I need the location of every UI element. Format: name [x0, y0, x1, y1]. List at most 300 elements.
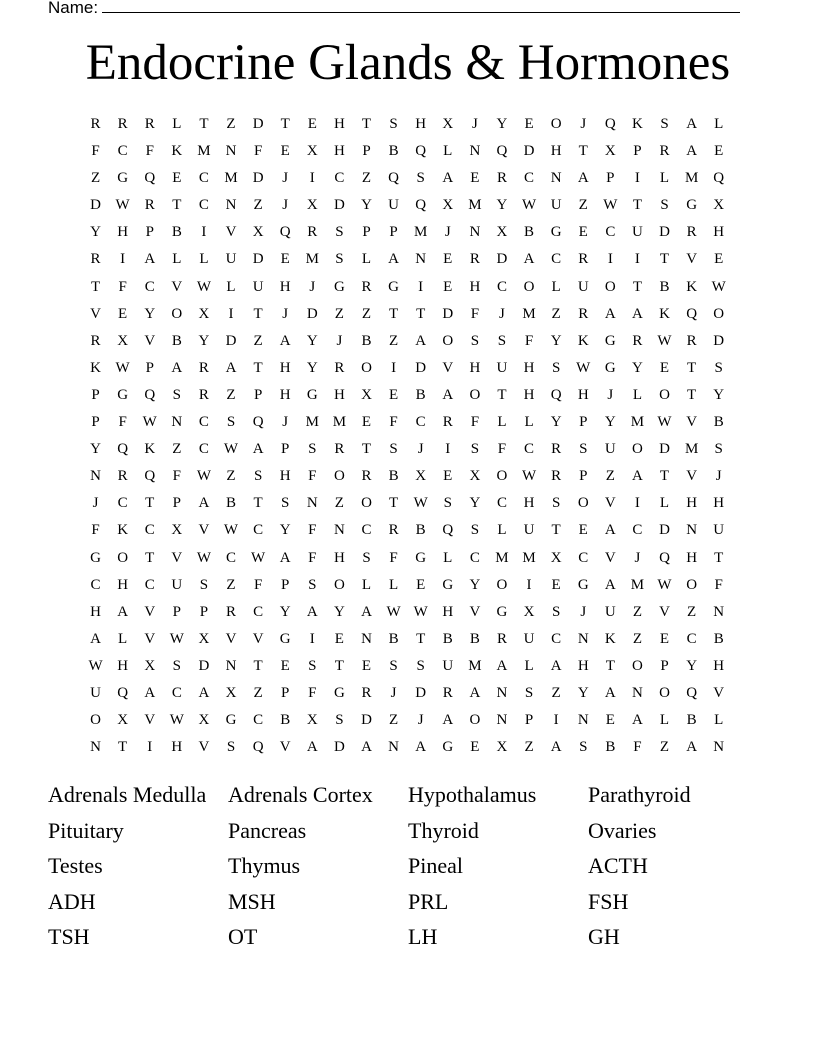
grid-letter: N — [388, 739, 399, 756]
grid-letter: N — [577, 630, 589, 647]
grid-letter: J — [282, 170, 289, 187]
grid-letter: Q — [604, 116, 616, 132]
grid-letter: F — [308, 468, 317, 485]
grid-letter: Q — [279, 224, 291, 241]
grid-letter: S — [497, 332, 507, 349]
grid-letter: R — [469, 251, 480, 268]
grid-letter: S — [389, 441, 398, 458]
grid-letter: U — [713, 522, 725, 539]
grid-letter: J — [715, 468, 722, 485]
grid-letter: S — [172, 657, 181, 674]
grid-letter: H — [523, 386, 535, 403]
grid-letter: A — [442, 712, 454, 729]
grid-letter: R — [334, 359, 345, 376]
grid-letter: F — [91, 143, 100, 160]
grid-letter: P — [281, 441, 290, 458]
grid-letter: B — [415, 522, 426, 539]
grid-letter: S — [714, 359, 723, 376]
grid-row — [82, 436, 732, 463]
grid-letter: C — [198, 441, 209, 458]
grid-letter: L — [118, 630, 128, 647]
word-list-item: TSH — [48, 924, 90, 950]
grid-letter: U — [252, 278, 264, 295]
grid-letter: T — [714, 549, 724, 566]
grid-letter: T — [253, 359, 263, 376]
grid-letter: E — [578, 224, 588, 241]
grid-letter: X — [523, 603, 535, 620]
page-title: Endocrine Glands & Hormones — [85, 35, 731, 91]
grid-letter: O — [523, 278, 535, 295]
grid-letter: V — [713, 684, 725, 701]
grid-letter: X — [306, 712, 318, 729]
grid-letter: Z — [632, 603, 642, 620]
grid-letter: R — [578, 305, 589, 322]
grid-row — [82, 274, 732, 301]
grid-letter: W — [251, 549, 266, 566]
grid-letter: X — [171, 522, 183, 539]
grid-letter: M — [305, 251, 319, 268]
grid-letter: F — [253, 576, 263, 593]
grid-letter: G — [496, 603, 508, 620]
grid-letter: D — [306, 305, 318, 322]
grid-letter: Q — [144, 468, 156, 485]
grid-letter: S — [308, 441, 317, 458]
grid-letter: X — [225, 684, 237, 701]
grid-letter: B — [605, 739, 616, 756]
grid-letter: R — [496, 630, 507, 647]
grid-letter: O — [496, 468, 508, 485]
word-list-item: ACTH — [588, 853, 648, 879]
grid-letter: W — [657, 576, 672, 593]
grid-letter: Z — [334, 495, 344, 512]
grid-letter: B — [388, 630, 399, 647]
grid-letter: D — [496, 251, 508, 268]
grid-letter: C — [496, 495, 507, 512]
grid-letter: M — [495, 549, 509, 566]
grid-letter: Y — [550, 414, 562, 431]
grid-letter: D — [659, 522, 670, 539]
grid-letter: H — [686, 549, 698, 566]
grid-letter: Y — [90, 224, 101, 241]
grid-letter: R — [496, 170, 507, 187]
word-list-item: FSH — [588, 888, 629, 914]
grid-letter: R — [144, 116, 155, 132]
grid-letter: W — [169, 712, 184, 729]
grid-letter: M — [305, 414, 319, 431]
grid-letter: E — [443, 468, 453, 485]
grid-letter: E — [280, 657, 290, 674]
grid-letter: H — [117, 576, 129, 593]
grid-letter: A — [577, 170, 589, 187]
grid-letter: X — [604, 143, 616, 160]
grid-letter: Q — [415, 197, 427, 214]
grid-letter: W — [115, 359, 130, 376]
grid-letter: A — [306, 603, 318, 620]
grid-letter: O — [604, 278, 616, 295]
word-list-item: Pineal — [408, 853, 463, 879]
grid-letter: I — [634, 170, 640, 187]
grid-letter: S — [551, 495, 561, 512]
grid-letter: B — [388, 468, 399, 485]
grid-letter: L — [361, 576, 372, 593]
grid-letter: W — [223, 522, 239, 539]
grid-letter: E — [388, 386, 399, 403]
grid-letter: L — [443, 549, 453, 566]
grid-letter: I — [120, 251, 126, 268]
grid-letter: X — [550, 549, 562, 566]
grid-letter: T — [687, 386, 697, 403]
grid-letter: T — [334, 657, 344, 674]
grid-letter: O — [469, 712, 481, 729]
grid-letter: W — [711, 278, 726, 295]
grid-letter: H — [442, 603, 454, 620]
grid-letter: V — [90, 305, 101, 322]
word-list-row — [48, 777, 768, 813]
grid-letter: Q — [117, 684, 129, 701]
grid-letter: M — [684, 170, 699, 187]
grid-letter: S — [335, 712, 344, 729]
grid-letter: C — [253, 603, 264, 620]
grid-letter: Q — [252, 739, 264, 756]
grid-letter: T — [199, 116, 209, 132]
grid-letter: A — [550, 657, 562, 674]
grid-letter: Z — [253, 332, 263, 349]
grid-letter: Z — [226, 468, 236, 485]
grid-letter: Q — [117, 441, 129, 458]
grid-letter: E — [361, 414, 372, 431]
grid-row — [82, 246, 732, 273]
grid-letter: D — [333, 197, 345, 214]
grid-letter: K — [171, 143, 183, 160]
word-list-item: Pituitary — [48, 817, 124, 843]
grid-letter: P — [660, 657, 669, 674]
grid-letter: P — [633, 143, 642, 160]
grid-letter: I — [147, 739, 153, 756]
grid-letter: J — [390, 684, 397, 701]
grid-letter: J — [92, 495, 99, 512]
grid-letter: E — [280, 143, 290, 160]
grid-letter: X — [361, 386, 372, 403]
grid-letter: F — [91, 522, 100, 539]
word-list-row — [48, 813, 768, 849]
grid-letter: W — [88, 657, 103, 674]
grid-letter: Y — [469, 576, 481, 593]
grid-letter: X — [306, 197, 318, 214]
grid-letter: X — [117, 332, 129, 349]
grid-letter: Y — [306, 332, 318, 349]
grid-letter: F — [389, 549, 398, 566]
grid-letter: R — [90, 116, 101, 132]
grid-letter: S — [714, 441, 723, 458]
word-list-item: OT — [228, 924, 258, 950]
grid-letter: V — [144, 603, 156, 620]
grid-letter: V — [171, 278, 183, 295]
grid-letter: J — [282, 305, 289, 322]
word-list — [48, 777, 768, 955]
grid-letter: Y — [333, 603, 345, 620]
grid-letter: G — [577, 576, 589, 593]
grid-letter: R — [144, 197, 155, 214]
grid-letter: P — [253, 386, 263, 403]
grid-letter: A — [632, 468, 643, 485]
grid-letter: D — [361, 712, 372, 729]
grid-letter: Q — [496, 143, 508, 160]
grid-letter: O — [713, 305, 725, 322]
grid-letter: F — [524, 332, 534, 349]
grid-letter: W — [657, 332, 672, 349]
grid-row — [82, 572, 732, 599]
grid-letter: C — [469, 549, 480, 566]
grid-letter: B — [226, 495, 237, 512]
grid-letter: V — [198, 739, 210, 756]
grid-letter: M — [332, 414, 347, 431]
grid-row — [82, 409, 732, 436]
grid-letter: D — [225, 332, 237, 349]
grid-letter: V — [225, 630, 237, 647]
grid-letter: Z — [687, 603, 697, 620]
word-list-item: PRL — [408, 888, 449, 914]
grid-letter: F — [389, 414, 398, 431]
grid-letter: D — [333, 739, 345, 756]
grid-letter: W — [657, 414, 672, 431]
grid-letter: R — [198, 359, 209, 376]
grid-letter: Q — [442, 522, 454, 539]
grid-letter: L — [659, 495, 670, 512]
grid-letter: S — [551, 603, 561, 620]
grid-letter: L — [199, 251, 209, 268]
grid-letter: R — [659, 143, 670, 160]
grid-letter: H — [279, 386, 291, 403]
grid-letter: U — [632, 224, 643, 241]
grid-letter: E — [443, 251, 453, 268]
grid-letter: T — [605, 657, 615, 674]
grid-letter: T — [659, 468, 670, 485]
grid-letter: O — [632, 657, 643, 674]
grid-letter: C — [605, 224, 616, 241]
grid-letter: T — [551, 522, 561, 539]
grid-letter: U — [388, 197, 399, 214]
grid-letter: G — [686, 197, 698, 214]
grid-letter: M — [414, 224, 428, 241]
grid-letter: P — [145, 359, 154, 376]
grid-letter: M — [468, 657, 482, 674]
grid-letter: Y — [361, 197, 372, 214]
grid-letter: Z — [90, 170, 101, 187]
grid-letter: Z — [388, 712, 399, 729]
grid-letter: J — [417, 712, 424, 729]
grid-letter: S — [172, 386, 181, 403]
grid-letter: V — [604, 549, 616, 566]
grid-letter: X — [496, 739, 508, 756]
grid-letter: R — [442, 684, 453, 701]
word-list-item: Testes — [48, 853, 103, 879]
grid-letter: A — [442, 386, 454, 403]
grid-letter: J — [580, 116, 587, 132]
grid-letter: Y — [713, 386, 725, 403]
grid-letter: A — [144, 251, 156, 268]
grid-row — [82, 219, 732, 246]
grid-letter: Z — [226, 576, 236, 593]
grid-letter: L — [659, 712, 670, 729]
grid-row — [82, 490, 732, 517]
grid-letter: E — [605, 712, 615, 729]
grid-letter: S — [362, 549, 371, 566]
grid-letter: C — [361, 522, 372, 539]
grid-letter: B — [713, 630, 724, 647]
grid-letter: C — [551, 251, 562, 268]
grid-letter: E — [659, 359, 670, 376]
grid-letter: R — [442, 414, 453, 431]
grid-letter: P — [389, 224, 398, 241]
grid-letter: J — [282, 414, 289, 431]
grid-letter: A — [144, 684, 156, 701]
grid-letter: P — [362, 224, 371, 241]
grid-letter: Y — [469, 495, 481, 512]
grid-letter: A — [686, 143, 698, 160]
grid-letter: O — [686, 576, 698, 593]
grid-letter: C — [144, 278, 155, 295]
grid-letter: S — [281, 495, 290, 512]
grid-letter: L — [632, 386, 642, 403]
grid-letter: O — [171, 305, 183, 322]
grid-letter: S — [551, 359, 561, 376]
grid-letter: F — [118, 414, 127, 431]
grid-letter: W — [223, 441, 239, 458]
grid-letter: B — [686, 712, 697, 729]
grid-letter: C — [253, 712, 264, 729]
word-list-item: Parathyroid — [588, 782, 691, 807]
word-list-item: Thymus — [228, 853, 301, 879]
grid-letter: E — [334, 630, 344, 647]
grid-letter: A — [604, 576, 616, 593]
grid-letter: Y — [632, 359, 643, 376]
grid-letter: N — [632, 684, 643, 701]
word-list-item: Hypothalamus — [408, 782, 537, 807]
grid-letter: F — [172, 468, 181, 485]
grid-letter: Y — [306, 359, 318, 376]
grid-letter: T — [253, 657, 263, 674]
grid-row — [82, 301, 732, 328]
grid-letter: U — [225, 251, 237, 268]
grid-letter: S — [470, 441, 480, 458]
grid-letter: C — [117, 495, 128, 512]
grid-letter: C — [117, 143, 128, 160]
grid-letter: S — [335, 224, 344, 241]
grid-letter: T — [388, 495, 399, 512]
grid-letter: H — [577, 386, 589, 403]
grid-letter: I — [201, 224, 207, 241]
grid-letter: A — [415, 332, 427, 349]
grid-letter: G — [550, 224, 562, 241]
grid-letter: C — [496, 278, 507, 295]
word-list-row — [48, 919, 768, 955]
grid-letter: D — [659, 224, 670, 241]
grid-letter: H — [523, 359, 535, 376]
grid-letter: A — [604, 305, 616, 322]
grid-letter: B — [659, 278, 670, 295]
grid-letter: S — [389, 657, 398, 674]
grid-letter: S — [335, 251, 344, 268]
grid-letter: G — [117, 170, 129, 187]
grid-letter: I — [553, 712, 559, 729]
grid-letter: T — [687, 359, 697, 376]
grid-letter: S — [226, 739, 236, 756]
grid-letter: V — [279, 739, 291, 756]
grid-letter: X — [713, 197, 725, 214]
grid-letter: A — [252, 441, 264, 458]
grid-letter: T — [118, 739, 128, 756]
grid-letter: S — [443, 495, 452, 512]
grid-letter: P — [606, 170, 615, 187]
grid-letter: O — [577, 495, 589, 512]
word-list-item: GH — [588, 924, 620, 950]
grid-letter: M — [630, 576, 645, 593]
grid-letter: L — [388, 576, 399, 593]
grid-row — [82, 545, 732, 572]
grid-letter: X — [469, 468, 481, 485]
grid-letter: L — [443, 143, 453, 160]
grid-letter: J — [282, 197, 289, 214]
grid-letter: U — [550, 197, 562, 214]
grid-letter: V — [144, 712, 156, 729]
grid-letter: T — [416, 630, 426, 647]
grid-letter: B — [415, 386, 426, 403]
grid-letter: W — [196, 278, 211, 295]
grid-letter: J — [309, 278, 316, 295]
grid-letter: T — [253, 495, 263, 512]
grid-letter: Q — [550, 386, 562, 403]
grid-letter: U — [604, 441, 616, 458]
grid-letter: C — [524, 441, 535, 458]
grid-letter: V — [686, 251, 698, 268]
grid-letter: T — [145, 549, 155, 566]
grid-letter: A — [523, 251, 535, 268]
grid-letter: P — [579, 468, 588, 485]
grid-letter: H — [333, 143, 345, 160]
grid-letter: W — [196, 468, 211, 485]
grid-letter: S — [253, 468, 263, 485]
grid-letter: X — [144, 657, 156, 674]
grid-letter: Q — [686, 684, 698, 701]
grid-letter: W — [169, 630, 184, 647]
grid-letter: V — [469, 603, 481, 620]
grid-letter: C — [144, 576, 155, 593]
grid-letter: S — [660, 116, 669, 132]
grid-letter: C — [524, 170, 535, 187]
grid-letter: U — [90, 684, 101, 701]
grid-letter: T — [361, 116, 372, 132]
grid-letter: V — [686, 468, 698, 485]
grid-letter: N — [713, 603, 725, 620]
grid-letter: B — [280, 712, 291, 729]
grid-letter: Y — [496, 116, 508, 132]
grid-letter: W — [521, 197, 537, 214]
grid-letter: S — [308, 576, 317, 593]
grid-letter: A — [198, 495, 210, 512]
grid-letter: B — [442, 630, 453, 647]
grid-letter: H — [333, 116, 345, 132]
grid-letter: I — [309, 630, 315, 647]
grid-letter: V — [686, 414, 698, 431]
grid-letter: C — [198, 170, 209, 187]
grid-letter: S — [579, 739, 588, 756]
grid-letter: C — [632, 522, 643, 539]
grid-letter: R — [551, 468, 562, 485]
grid-letter: F — [497, 441, 507, 458]
grid-letter: Y — [550, 332, 562, 349]
grid-row — [82, 463, 732, 490]
grid-letter: Y — [198, 332, 210, 349]
